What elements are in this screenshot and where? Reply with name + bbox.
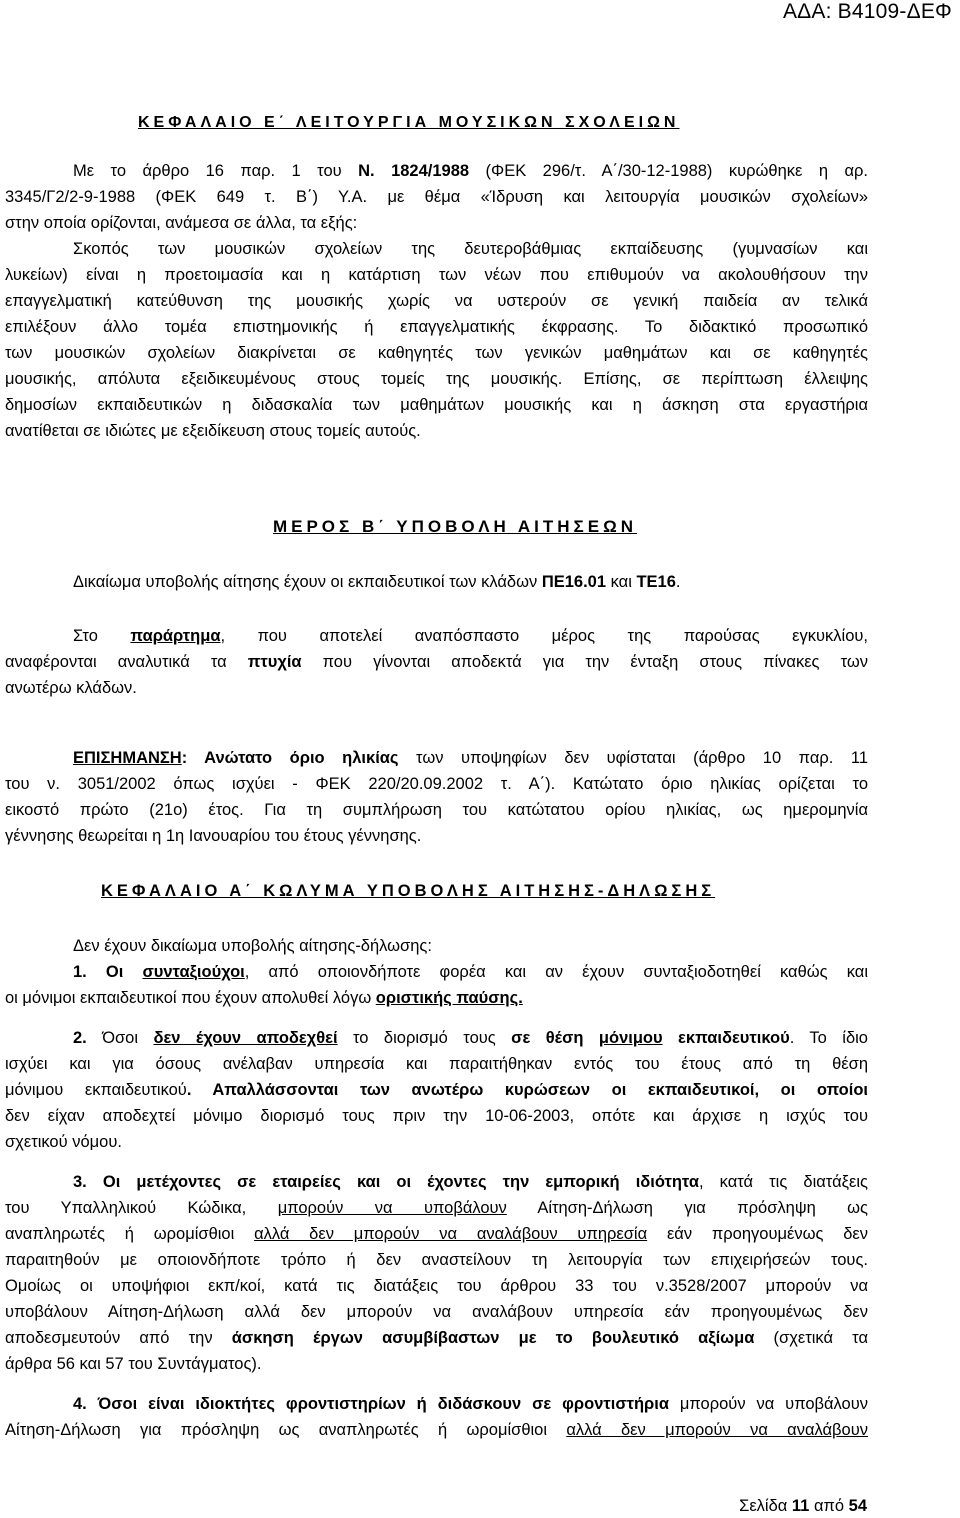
notice-line4: γέννησης θεωρείται η 1η Ιανουαρίου του έτους γέννησης. [5,827,422,845]
chapter-e-p1-line1: Με το άρθρο 16 παρ. 1 του Ν. 1824/1988 (ΦΕΚ 296/τ. Α΄/30-12-1988) κυρώθηκε η αρ. [73,162,868,180]
item3-line7: αποδεσμευτούν από την άσκηση έργων ασυμβίβαστων με το βουλευτικό αξίωμα (σχετικά τα [5,1329,868,1347]
item2-line1: 2. Όσοι δεν έχουν αποδεχθεί το διορισμό τους σε θέση μόνιμου εκπαιδευτικού. Το ίδιο [73,1029,868,1047]
item3-line6: υποβάλουν Αίτηση-Δήλωση αλλά δεν μπορούν να αναλάβουν υπηρεσία εάν προηγουμένως δεν [5,1303,868,1321]
item2-line2: ισχύει και για όσους ανέλαβαν υπηρεσία και παραιτήθηκαν εντός του έτους από τη θέση [5,1055,868,1073]
chapter-e-p1-line3: στην οποία ορίζονται, ανάμεσα σε άλλα, τα εξής: [5,214,358,232]
chapter-e-p2-line: Σκοπός των μουσικών σχολείων της δευτεροβάθμιας εκπαίδευσης (γυμνασίων και [73,240,868,258]
chapter-e-p2-line: των μουσικών σχολείων διακρίνεται σε καθηγητές των γενικών μαθημάτων και σε καθηγητές [5,344,868,362]
item2-line3: μόνιμου εκπαιδευτικού. Απαλλάσσονται των ανωτέρω κυρώσεων οι εκπαιδευτικοί, οι οποίοι [5,1081,868,1099]
notice-line2: του ν. 3051/2002 όπως ισχύει - ΦΕΚ 220/20.09.2002 τ. Α΄). Κατώτατο όριο ηλικίας ορίζεται το [5,775,868,793]
chapter-e-p1-line2: 3345/Γ2/2-9-1988 (ΦΕΚ 649 τ. Β΄) Υ.Α. με θέμα «Ίδρυση και λειτουργία μουσικών σχολείων» [5,188,868,206]
chapter-e-p2-line: ανατίθεται σε ιδιώτες με εξειδίκευση στους τομείς αυτούς. [5,422,421,440]
item3-line5: Ομοίως οι υποψήφιοι εκπ/κοί, κατά τις διατάξεις του άρθρου 33 του ν.3528/2007 μπορούν να [5,1277,868,1295]
page-number: Σελίδα 11 από 54 [739,1497,867,1515]
appendix-link: παράρτημα [130,627,221,645]
item4-line1: 4. Όσοι είναι ιδιοκτήτες φροντιστηρίων ή διδάσκουν σε φροντιστήρια μπορούν να υποβάλουν [73,1395,868,1413]
appendix-line1: Στο παράρτημα, που αποτελεί αναπόσπαστο μέρος της παρούσας εγκυκλίου, [73,627,868,645]
ada-code: ΑΔΑ: Β4109-ΔΕΦ [782,0,952,23]
chapter-a-intro: Δεν έχουν δικαίωμα υποβολής αίτησης-δήλωσης: [73,937,432,955]
item2-line4: δεν είχαν αποδεχτεί μόνιμο διορισμό τους πριν την 10-06-2003, οπότε και άρχισε η ισχύς του [5,1107,868,1125]
chapter-a-title: ΚΕΦΑΛΑΙΟ Α΄ ΚΩΛΥΜΑ ΥΠΟΒΟΛΗΣ ΑΙΤΗΣΗΣ-ΔΗΛΩΣΗΣ [101,882,716,900]
chapter-e-p2-line: μουσικής, απόλυτα εξειδικευμένους στους τομείς της μουσικής. Επίσης, σε περίπτωση έλλειψης [5,370,868,388]
item1-line2: οι μόνιμοι εκπαιδευτικοί που έχουν απολυθεί λόγω οριστικής παύσης. [5,989,523,1007]
chapter-e-title: ΚΕΦΑΛΑΙΟ Ε΄ ΛΕΙΤΟΥΡΓΙΑ ΜΟΥΣΙΚΩΝ ΣΧΟΛΕΙΩΝ [138,114,680,131]
item3-line2: του Υπαλληλικού Κώδικα, μπορούν να υποβάλουν Αίτηση-Δήλωση για πρόσληψη ως [5,1199,869,1217]
chapter-e-p2-line: επαγγελματική κατεύθυνση της μουσικής χωρίς να υστερούν σε γενική παιδεία αν τελικά [5,292,868,310]
item3-line1: 3. Οι μετέχοντες σε εταιρείες και οι έχοντες την εμπορική ιδιότητα, κατά τις διατάξεις [73,1173,868,1191]
appendix-line2: αναφέρονται αναλυτικά τα πτυχία που γίνονται αποδεκτά για την ένταξη στους πίνακες των [5,653,868,671]
chapter-e-p2-line: λυκείων) είναι η προετοιμασία και η κατάρτιση των νέων που επιθυμούν να ακολουθήσουν την [5,266,868,284]
appendix-line3: ανωτέρω κλάδων. [5,679,137,697]
item2-line5: σχετικού νόμου. [5,1133,122,1151]
notice-line3: εικοστό πρώτο (21ο) έτος. Για τη συμπλήρωση του κατώτατου ορίου ηλικίας, ως ημερομηνία [5,801,868,819]
item3-line3: αναπληρωτές ή ωρομίσθιοι αλλά δεν μπορούν να αναλάβουν υπηρεσία εάν προηγουμένως δεν [5,1225,868,1243]
chapter-e-p2-line: επιλέξουν άλλο τομέα επιστημονικής ή επαγγελματικής έκφρασης. Το διδακτικό προσωπικό [5,318,868,336]
item1-line1: 1. Οι συνταξιούχοι, από οποιονδήποτε φορέα και αν έχουν συνταξιοδοτηθεί καθώς και [73,963,868,981]
notice-line1: ΕΠΙΣΗΜΑΝΣΗ: Ανώτατο όριο ηλικίας των υποψηφίων δεν υφίσταται (άρθρο 10 παρ. 11 [73,749,868,767]
item3-line8: άρθρα 56 και 57 του Συντάγματος). [5,1355,262,1373]
item3-line4: παραιτηθούν με οποιονδήποτε τρόπο ή δεν αναστείλουν τη λειτουργία των επιχειρήσεών τους. [5,1251,868,1269]
item4-line2: Αίτηση-Δήλωση για πρόσληψη ως αναπληρωτές ή ωρομίσθιοι αλλά δεν μπορούν να αναλάβουν [5,1421,868,1439]
part-b-title: ΜΕΡΟΣ Β΄ ΥΠΟΒΟΛΗ ΑΙΤΗΣΕΩΝ [272,517,638,536]
eligibility-line: Δικαίωμα υποβολής αίτησης έχουν οι εκπαιδευτικοί των κλάδων ΠΕ16.01 και ΤΕ16. [73,573,681,591]
chapter-e-p2-line: δημοσίων εκπαιδευτικών η διδασκαλία των μαθημάτων μουσικής και η άσκηση στα εργαστήρια [5,396,868,414]
